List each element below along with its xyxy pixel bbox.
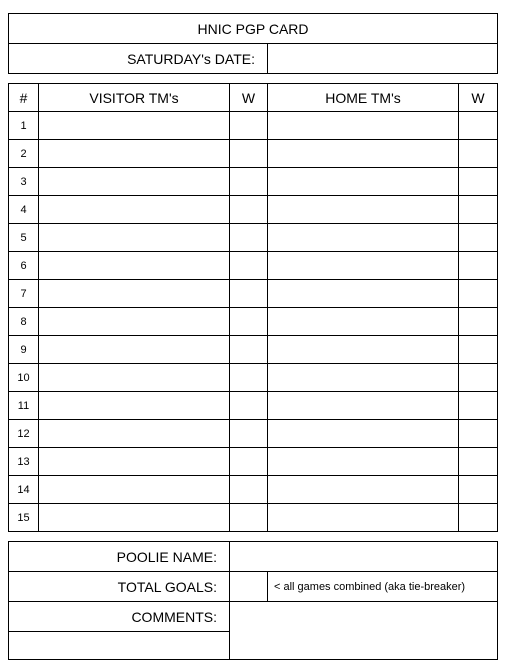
visitor-column-header: VISITOR TM's <box>39 84 230 112</box>
visitor-team-cell[interactable] <box>39 420 230 448</box>
home-win-cell[interactable] <box>459 476 498 504</box>
visitor-win-cell[interactable] <box>230 140 268 168</box>
game-row <box>9 476 498 504</box>
home-team-cell[interactable] <box>268 504 459 532</box>
game-number: 11 <box>9 392 39 420</box>
game-row <box>9 112 498 140</box>
game-number: 13 <box>9 448 39 476</box>
game-row <box>9 448 498 476</box>
date-field[interactable] <box>268 44 498 74</box>
comments-spacer-cell <box>9 632 230 660</box>
visitor-team-cell[interactable] <box>39 476 230 504</box>
home-team-cell[interactable] <box>268 476 459 504</box>
visitor-win-cell[interactable] <box>230 196 268 224</box>
visitor-win-cell[interactable] <box>230 504 268 532</box>
comments-field[interactable] <box>230 602 498 660</box>
home-team-cell[interactable] <box>268 196 459 224</box>
visitor-team-cell[interactable] <box>39 252 230 280</box>
total-goals-label: TOTAL GOALS: <box>9 572 230 602</box>
visitor-win-cell[interactable] <box>230 364 268 392</box>
game-row <box>9 252 498 280</box>
home-team-cell[interactable] <box>268 308 459 336</box>
visitor-win-cell[interactable] <box>230 168 268 196</box>
games-body <box>9 112 498 532</box>
home-win-cell[interactable] <box>459 112 498 140</box>
visitor-team-cell[interactable] <box>39 196 230 224</box>
visitor-win-cell[interactable] <box>230 476 268 504</box>
home-team-cell[interactable] <box>268 448 459 476</box>
game-number: 7 <box>9 280 39 308</box>
home-win-cell[interactable] <box>459 420 498 448</box>
home-win-cell[interactable] <box>459 392 498 420</box>
home-team-cell[interactable] <box>268 364 459 392</box>
poolie-name-label: POOLIE NAME: <box>9 542 230 572</box>
visitor-team-cell[interactable] <box>39 280 230 308</box>
visitor-team-cell[interactable] <box>39 504 230 532</box>
home-column-header: HOME TM's <box>268 84 459 112</box>
home-win-cell[interactable] <box>459 308 498 336</box>
game-number: 2 <box>9 140 39 168</box>
home-win-cell[interactable] <box>459 448 498 476</box>
card-title: HNIC PGP CARD <box>9 14 498 44</box>
visitor-win-cell[interactable] <box>230 420 268 448</box>
visitor-team-cell[interactable] <box>39 140 230 168</box>
visitor-win-cell[interactable] <box>230 280 268 308</box>
game-number: 12 <box>9 420 39 448</box>
game-number: 1 <box>9 112 39 140</box>
home-team-cell[interactable] <box>268 280 459 308</box>
visitor-win-cell[interactable] <box>230 224 268 252</box>
game-number: 3 <box>9 168 39 196</box>
visitor-team-cell[interactable] <box>39 364 230 392</box>
home-win-cell[interactable] <box>459 364 498 392</box>
visitor-team-cell[interactable] <box>39 448 230 476</box>
home-win-cell[interactable] <box>459 280 498 308</box>
game-row <box>9 280 498 308</box>
home-team-cell[interactable] <box>268 420 459 448</box>
home-win-cell[interactable] <box>459 224 498 252</box>
home-team-cell[interactable] <box>268 252 459 280</box>
visitor-team-cell[interactable] <box>39 392 230 420</box>
game-number: 15 <box>9 504 39 532</box>
home-win-cell[interactable] <box>459 140 498 168</box>
home-win-cell[interactable] <box>459 168 498 196</box>
game-number: 14 <box>9 476 39 504</box>
game-row <box>9 168 498 196</box>
total-goals-field[interactable] <box>230 572 268 602</box>
visitor-win-cell[interactable] <box>230 448 268 476</box>
game-number: 6 <box>9 252 39 280</box>
card-header-table <box>8 13 498 74</box>
home-team-cell[interactable] <box>268 224 459 252</box>
visitor-team-cell[interactable] <box>39 336 230 364</box>
game-number: 5 <box>9 224 39 252</box>
comments-label: COMMENTS: <box>9 602 230 632</box>
game-number: 10 <box>9 364 39 392</box>
games-header-row <box>9 84 498 112</box>
game-row <box>9 364 498 392</box>
total-goals-note: < all games combined (aka tie-breaker) <box>268 572 498 602</box>
visitor-win-column-header: W <box>230 84 268 112</box>
game-row <box>9 308 498 336</box>
game-row <box>9 392 498 420</box>
poolie-name-field[interactable] <box>230 542 498 572</box>
visitor-win-cell[interactable] <box>230 308 268 336</box>
home-team-cell[interactable] <box>268 140 459 168</box>
home-win-column-header: W <box>459 84 498 112</box>
visitor-team-cell[interactable] <box>39 168 230 196</box>
visitor-win-cell[interactable] <box>230 252 268 280</box>
home-team-cell[interactable] <box>268 168 459 196</box>
visitor-win-cell[interactable] <box>230 336 268 364</box>
card-footer-table <box>8 541 498 660</box>
home-win-cell[interactable] <box>459 336 498 364</box>
visitor-team-cell[interactable] <box>39 224 230 252</box>
home-win-cell[interactable] <box>459 252 498 280</box>
visitor-win-cell[interactable] <box>230 112 268 140</box>
date-label: SATURDAY's DATE: <box>9 44 268 74</box>
game-row <box>9 224 498 252</box>
game-row <box>9 336 498 364</box>
game-number: 8 <box>9 308 39 336</box>
games-table <box>8 83 498 532</box>
home-win-cell[interactable] <box>459 504 498 532</box>
home-team-cell[interactable] <box>268 336 459 364</box>
visitor-team-cell[interactable] <box>39 112 230 140</box>
number-column-header: # <box>9 84 39 112</box>
game-number: 4 <box>9 196 39 224</box>
home-team-cell[interactable] <box>268 112 459 140</box>
home-win-cell[interactable] <box>459 196 498 224</box>
game-row <box>9 504 498 532</box>
game-row <box>9 140 498 168</box>
visitor-win-cell[interactable] <box>230 392 268 420</box>
game-number: 9 <box>9 336 39 364</box>
home-team-cell[interactable] <box>268 392 459 420</box>
game-row <box>9 196 498 224</box>
visitor-team-cell[interactable] <box>39 308 230 336</box>
game-row <box>9 420 498 448</box>
